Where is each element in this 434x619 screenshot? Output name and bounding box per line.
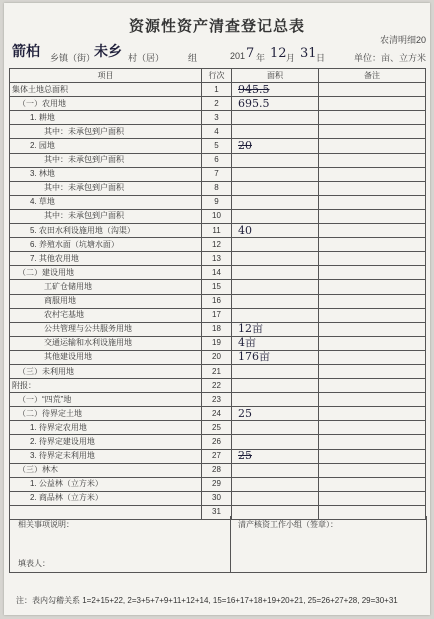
row-remarks-cell[interactable] [319,379,426,393]
table-row [10,393,426,407]
row-remarks-cell[interactable] [319,421,426,435]
row-remarks-cell[interactable] [319,125,426,139]
row-line-number: 17 [202,308,232,322]
row-area-value[interactable]: 40 [232,224,319,238]
row-area-value[interactable] [232,435,319,449]
table-row [10,477,426,491]
row-line-number: 4 [202,125,232,139]
row-area-value[interactable] [232,421,319,435]
row-area-value[interactable] [232,393,319,407]
row-remarks-cell[interactable] [319,477,426,491]
table-row [10,491,426,505]
table-row [10,83,426,97]
row-area-value[interactable] [232,266,319,280]
row-remarks-cell[interactable] [319,97,426,111]
row-line-number: 6 [202,153,232,167]
row-item-label: 集体土地总面积 [10,83,202,97]
row-line-number: 29 [202,477,232,491]
row-remarks-cell[interactable] [319,153,426,167]
col-header-remarks: 备注 [319,69,426,83]
table-row [10,379,426,393]
row-remarks-cell[interactable] [319,209,426,223]
unit-label: 单位：亩、立方米 [353,53,426,63]
table-row [10,294,426,308]
row-item-label: 1. 公益林（立方米） [10,477,202,491]
table-row [10,153,426,167]
page-title: 资源性资产清查登记总表 [128,18,305,35]
footer-block [9,516,427,573]
row-area-value[interactable]: 945.5 [232,83,319,97]
row-item-label: 工矿仓储用地 [10,280,202,294]
row-line-number: 10 [202,209,232,223]
table-row [10,209,426,223]
row-area-value[interactable]: 25 [232,449,319,463]
row-remarks-cell[interactable] [319,167,426,181]
table-row [10,224,426,238]
date-month-handwritten: 12 [270,46,287,61]
table-row [10,308,426,322]
row-line-number: 30 [202,491,232,505]
date-day-suffix: 日 [316,53,326,63]
row-line-number: 20 [202,350,232,364]
row-item-label: 商服用地 [10,294,202,308]
row-area-value[interactable] [232,308,319,322]
row-area-value[interactable]: 12亩 [232,322,319,336]
row-item-label: 附报： [10,379,202,393]
table-row [10,407,426,421]
row-area-value[interactable] [232,294,319,308]
table-row [10,463,426,477]
row-area-value[interactable] [232,181,319,195]
row-remarks-cell[interactable] [319,294,426,308]
row-item-label: （三）未利用地 [10,364,202,378]
row-line-number: 18 [202,322,232,336]
row-remarks-cell[interactable] [319,449,426,463]
date-month-suffix: 月 [286,53,296,63]
row-item-label: 其中：未承包到户面积 [10,209,202,223]
row-line-number: 31 [202,505,232,519]
table-row [10,364,426,378]
table-row [10,449,426,463]
row-item-label: 5. 农田水利设施用地（沟渠） [10,224,202,238]
row-area-value[interactable] [232,477,319,491]
form-tag: 农清明细20 [379,35,426,45]
row-line-number: 2 [202,97,232,111]
row-item-label: （二）待界定土地 [10,407,202,421]
filler-label: 填表人： [18,559,50,568]
row-remarks-cell[interactable] [319,322,426,336]
table-row [10,125,426,139]
table-row [10,280,426,294]
table-row [10,322,426,336]
table-row [10,167,426,181]
table-row [10,111,426,125]
row-item-label: 其中：未承包到户面积 [10,181,202,195]
row-area-value[interactable] [232,195,319,209]
table-row [10,252,426,266]
town-handwritten: 箭柏 [12,44,40,60]
table-row [10,139,426,153]
col-header-line: 行次 [202,69,232,83]
row-area-value[interactable] [232,364,319,378]
row-remarks-cell[interactable] [319,364,426,378]
row-line-number: 9 [202,195,232,209]
asset-table [9,68,426,520]
row-area-value[interactable] [232,111,319,125]
row-item-label: 其中：未承包到户面积 [10,125,202,139]
row-item-label: 2. 园地 [10,139,202,153]
row-area-value[interactable] [232,125,319,139]
row-line-number: 25 [202,421,232,435]
row-area-value[interactable]: 695.5 [232,97,319,111]
row-area-value[interactable] [232,280,319,294]
row-remarks-cell[interactable] [319,308,426,322]
form-meta-line [12,44,426,63]
row-line-number: 5 [202,139,232,153]
row-line-number: 14 [202,266,232,280]
date-year-handwritten: 7 [246,46,255,61]
row-line-number: 11 [202,224,232,238]
row-line-number: 3 [202,111,232,125]
row-item-label: （三）林木 [10,463,202,477]
row-item-label: 交通运输和水利设施用地 [10,336,202,350]
row-line-number: 28 [202,463,232,477]
table-row [10,181,426,195]
row-item-label: 农村宅基地 [10,308,202,322]
date-day-handwritten: 31 [300,46,317,61]
row-item-label: 公共管理与公共服务用地 [10,322,202,336]
table-row [10,336,426,350]
row-line-number: 7 [202,167,232,181]
row-area-value[interactable] [232,252,319,266]
row-remarks-cell[interactable] [319,463,426,477]
row-area-value[interactable] [232,209,319,223]
village-suffix: 村（居） [128,53,165,63]
remarks-label: 相关事项说明： [18,520,74,529]
row-remarks-cell[interactable] [319,252,426,266]
row-remarks-cell[interactable] [319,83,426,97]
table-row [10,266,426,280]
row-remarks-cell[interactable] [319,224,426,238]
row-remarks-cell[interactable] [319,139,426,153]
row-item-label: 2. 商品林（立方米） [10,491,202,505]
row-area-value[interactable] [232,238,319,252]
row-line-number: 27 [202,449,232,463]
row-line-number: 24 [202,407,232,421]
row-item-label: 1. 耕地 [10,111,202,125]
row-line-number: 19 [202,336,232,350]
row-remarks-cell[interactable] [319,266,426,280]
row-area-value[interactable] [232,153,319,167]
row-remarks-cell[interactable] [319,195,426,209]
row-line-number: 12 [202,238,232,252]
row-item-label: （一）“四荒”地 [10,393,202,407]
table-row [10,195,426,209]
row-remarks-cell[interactable] [319,491,426,505]
row-area-value[interactable]: 176亩 [232,350,319,364]
form-sheet [4,3,430,615]
row-remarks-cell[interactable] [319,435,426,449]
row-line-number: 26 [202,435,232,449]
table-row [10,97,426,111]
row-item-label: 其中：未承包到户面积 [10,153,202,167]
row-area-value[interactable]: 4亩 [232,336,319,350]
table-header-row [10,69,426,83]
row-area-value[interactable] [232,379,319,393]
row-remarks-cell[interactable] [319,181,426,195]
table-row [10,421,426,435]
audit-label: 清产核资工作小组（签章）： [238,520,338,529]
col-header-area: 面积 [232,69,319,83]
footnote: 注：表内勾稽关系 1=2+15+22, 2=3+5+7+9+11+12+14, 15=16+17+18+19+20+21, 25=26+27+28, 29=30+31 [16,596,398,605]
row-line-number: 22 [202,379,232,393]
row-line-number: 13 [202,252,232,266]
table-row [10,435,426,449]
row-remarks-cell[interactable] [319,280,426,294]
table-row [10,238,426,252]
row-item-label: 3. 待界定未利用地 [10,449,202,463]
row-item-label: 2. 待界定建设用地 [10,435,202,449]
village-handwritten: 未乡 [94,44,122,60]
row-remarks-cell[interactable] [319,336,426,350]
row-remarks-cell[interactable] [319,407,426,421]
date-year-prefix: 201 [230,51,246,61]
row-remarks-cell[interactable] [319,111,426,125]
row-area-value[interactable]: 20 [232,139,319,153]
row-line-number: 15 [202,280,232,294]
row-item-label: 6. 养殖水面（坑塘水面） [10,238,202,252]
row-line-number: 23 [202,393,232,407]
town-suffix: 乡镇（街） [50,53,96,63]
row-area-value[interactable] [232,491,319,505]
row-line-number: 8 [202,181,232,195]
row-remarks-cell[interactable] [319,393,426,407]
row-item-label: 1. 待界定农用地 [10,421,202,435]
row-line-number: 16 [202,294,232,308]
remarks-box[interactable] [10,516,231,572]
row-remarks-cell[interactable] [319,350,426,364]
table-row [10,350,426,364]
table-body [10,83,426,520]
row-item-label: （一）农用地 [10,97,202,111]
row-line-number: 1 [202,83,232,97]
date-year-suffix: 年 [256,53,266,63]
row-area-value[interactable] [232,463,319,477]
row-item-label: 7. 其他农用地 [10,252,202,266]
col-header-item: 项目 [10,69,202,83]
row-remarks-cell[interactable] [319,238,426,252]
row-item-label: （二）建设用地 [10,266,202,280]
row-item-label: 4. 草地 [10,195,202,209]
row-item-label: 3. 林地 [10,167,202,181]
row-line-number: 21 [202,364,232,378]
row-area-value[interactable] [232,167,319,181]
group-suffix: 组 [188,53,198,63]
row-item-label: 其他建设用地 [10,350,202,364]
row-area-value[interactable]: 25 [232,407,319,421]
